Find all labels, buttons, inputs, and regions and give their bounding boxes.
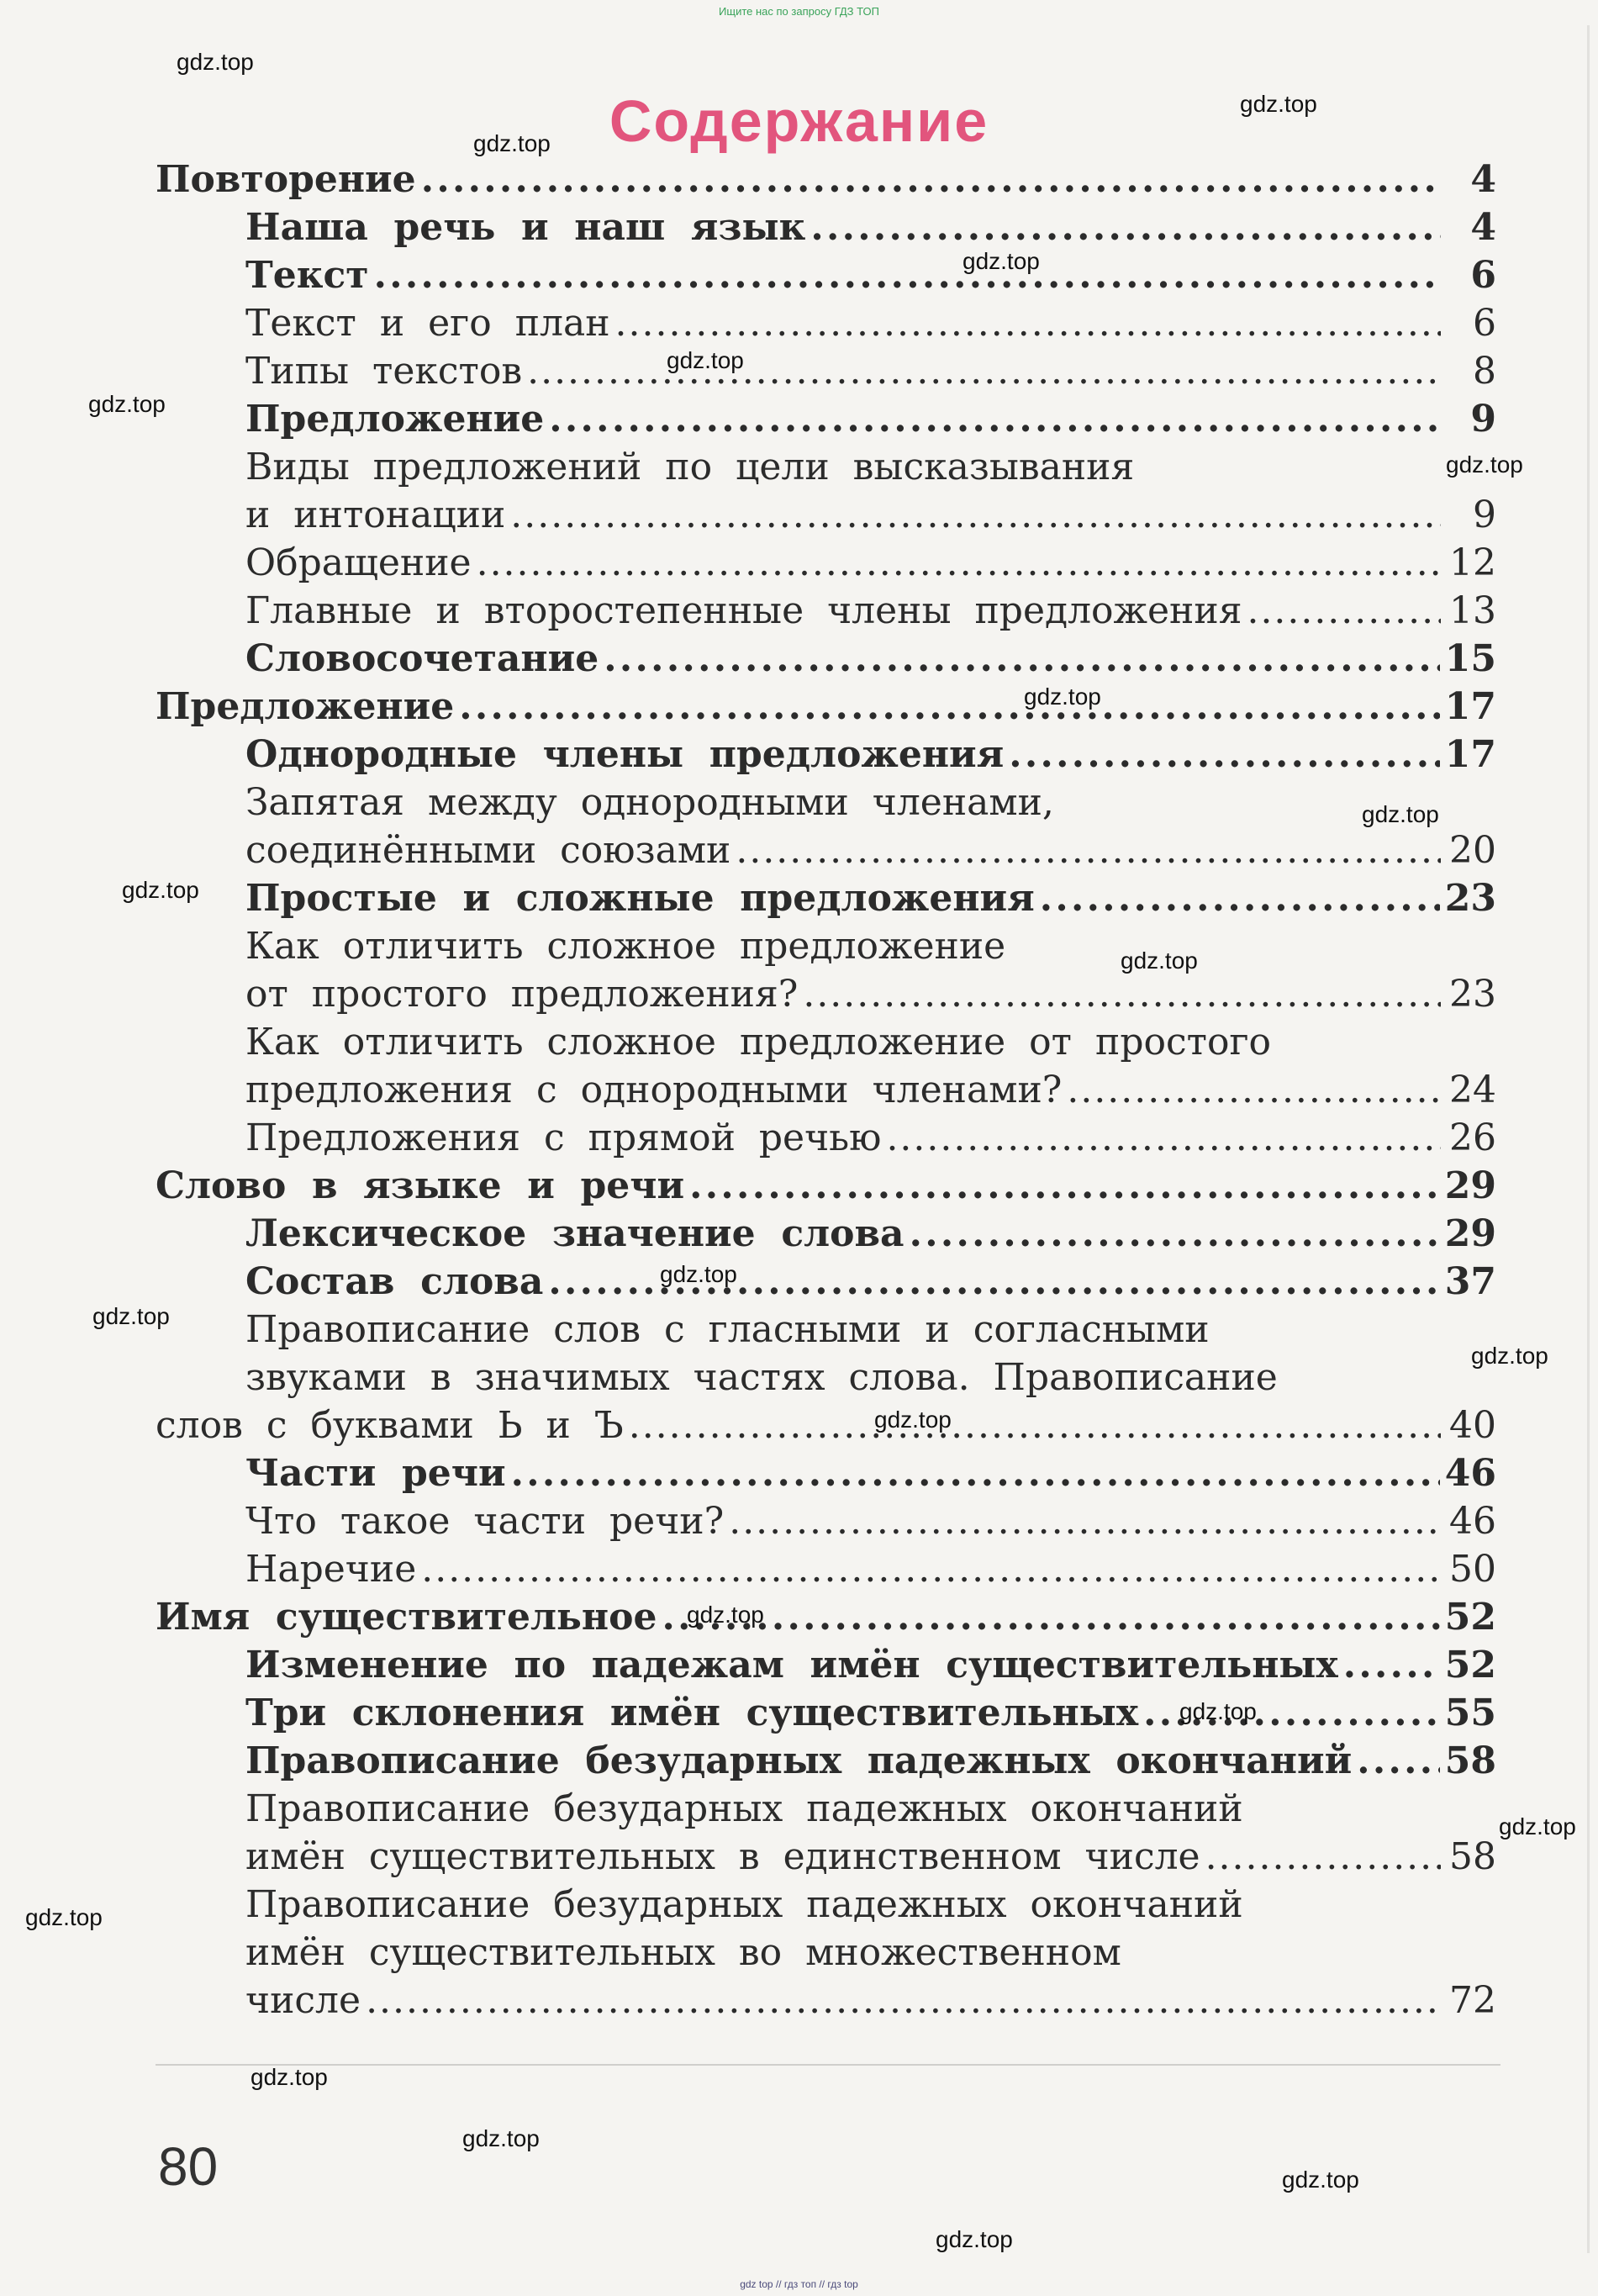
footer-note: gdz top // гдз топ // гдз top [740,2278,858,2290]
toc-entry-line: Правописание слов с гласными и согласными [245,1308,1210,1351]
toc-entry[interactable]: Три склонения имён существительных . . . 55 [245,1689,1496,1737]
toc-entry-line: звуками в значимых частях слова. Правописание [245,1356,1278,1399]
toc-entry[interactable]: Словосочетание . . . 15 [245,635,1496,683]
watermark: gdz.top [1362,801,1439,827]
toc-entry[interactable]: числе . . . 72 [245,1977,1496,2024]
toc-entry[interactable]: и интонации . . . 9 [245,491,1496,539]
toc-entry[interactable]: Имя существительное . . . 52 [156,1593,1496,1641]
watermark: gdz.top [1282,2167,1359,2193]
toc-entry-line: имён существительных во множественном [245,1931,1121,1974]
watermark: gdz.top [177,49,254,75]
toc-entry-line: Запятая между однородными членами, [245,781,1054,824]
toc-entry[interactable]: Текст . . . 6 [245,251,1496,299]
toc-entry[interactable]: от простого предложения? . . . 23 [245,970,1496,1018]
header-note: Ищите нас по запросу ГДЗ ТОП [719,5,879,18]
toc-entry-line: Как отличить сложное предложение [245,925,1006,968]
toc-entry[interactable]: Типы текстов . . . 8 [245,347,1496,395]
watermark: gdz.top [1446,451,1523,478]
toc-entry-line: Правописание безударных падежных окончаний [245,1883,1243,1926]
watermark: gdz.top [962,248,1040,274]
watermark: gdz.top [122,877,199,903]
toc-entry[interactable]: Лексическое значение слова . . . 29 [245,1210,1496,1258]
footer-divider [156,2064,1500,2066]
page-number: 80 [158,2136,219,2197]
toc-entry[interactable]: Главные и второстепенные члены предложения . . . 13 [245,587,1496,635]
toc-entry[interactable]: Наречие . . . 50 [245,1545,1496,1593]
toc-entry[interactable]: Текст и его план . . . 6 [245,299,1496,347]
toc-entry[interactable]: Предложение . . . 9 [245,395,1496,443]
toc-entry[interactable]: Наша речь и наш язык . . . 4 [245,203,1496,251]
toc-entry[interactable]: слов с буквами Ь и Ъ . . . 40 [156,1401,1496,1449]
toc-entry-line: Как отличить сложное предложение от простого [245,1021,1271,1064]
watermark: gdz.top [687,1602,764,1628]
watermark: gdz.top [88,391,166,417]
watermark: gdz.top [1121,947,1198,974]
watermark: gdz.top [462,2125,540,2151]
toc-entry[interactable]: Однородные члены предложения . . . 17 [245,731,1496,779]
toc-entry[interactable]: Обращение . . . 12 [245,539,1496,587]
toc-entry-line: Виды предложений по цели высказывания [245,446,1135,488]
toc-entry[interactable]: предложения с однородными членами? . . . 24 [245,1066,1496,1114]
watermark: gdz.top [473,130,551,156]
watermark: gdz.top [1471,1343,1548,1369]
watermark: gdz.top [1179,1698,1257,1724]
toc-entry[interactable]: имён существительных в единственном числе . . . 58 [245,1833,1496,1881]
toc-entry[interactable]: Части речи . . . 46 [245,1449,1496,1497]
page-edge [1587,25,1590,2253]
toc-entry[interactable]: Повторение . . . 4 [156,156,1496,203]
toc-entry[interactable]: Что такое части речи? . . . 46 [245,1497,1496,1545]
watermark: gdz.top [667,347,744,373]
toc-entry[interactable]: Слово в языке и речи . . . 29 [156,1162,1496,1210]
watermark: gdz.top [1024,684,1101,710]
watermark: gdz.top [92,1303,170,1329]
toc-entry[interactable]: Предложение . . . 17 [156,683,1496,731]
watermark: gdz.top [660,1261,737,1287]
watermark: gdz.top [251,2064,328,2090]
watermark: gdz.top [25,1904,103,1930]
page-title: Содержание [609,88,989,154]
watermark: gdz.top [1499,1813,1576,1839]
toc-entry[interactable]: Предложения с прямой речью . . . 26 [245,1114,1496,1162]
watermark: gdz.top [936,2226,1013,2252]
toc-entry[interactable]: Изменение по падежам имён существительных . . . 52 [245,1641,1496,1689]
toc-entry[interactable]: Правописание безударных падежных окончаний . . . 58 [245,1737,1496,1785]
toc-entry-line: Правописание безударных падежных окончаний [245,1787,1243,1830]
toc-entry[interactable]: Состав слова . . . 37 [245,1258,1496,1306]
watermark: gdz.top [874,1407,952,1433]
watermark: gdz.top [1240,91,1317,117]
toc-entry[interactable]: Простые и сложные предложения . . . 23 [245,874,1496,922]
toc-entry[interactable]: соединёнными союзами . . . 20 [245,826,1496,874]
